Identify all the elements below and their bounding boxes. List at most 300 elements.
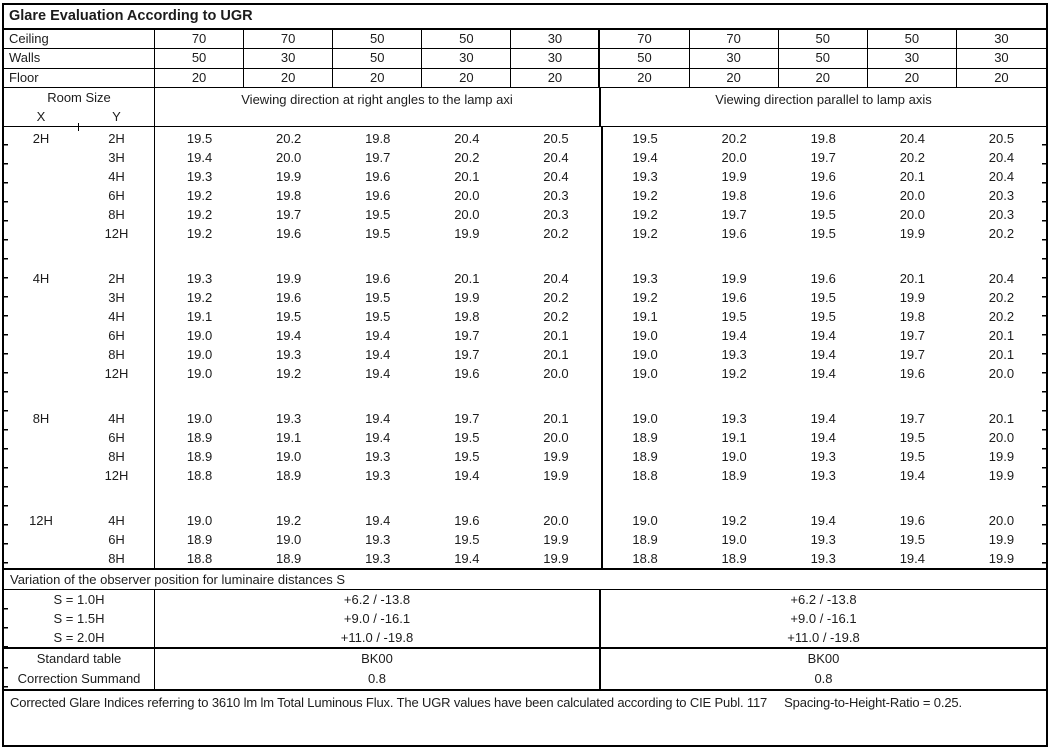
ugr-value: 20.3 [543,187,569,203]
variation-row-label: S = 1.0H [4,590,155,609]
room-y-value: 8H [108,448,125,464]
room-x-value [4,466,78,485]
ugr-value: 19.5 [632,130,658,146]
ugr-value: 19.0 [632,410,658,426]
ugr-value: 19.3 [632,168,658,184]
ugr-value: 19.2 [632,187,658,203]
ugr-value: 19.8 [454,308,480,324]
ugr-value: 20.4 [899,130,925,146]
surface-rows [4,30,1046,88]
surface-value: 70 [244,30,333,48]
ugr-value: 19.6 [365,187,391,203]
summary-row [4,649,1046,669]
room-y-value: 8H [108,206,125,222]
ugr-value: 19.9 [543,550,569,566]
ugr-value: 19.2 [632,225,658,241]
ugr-value: 19.7 [365,149,391,165]
ugr-value: 20.0 [721,149,747,165]
ugr-value: 19.5 [810,308,836,324]
ugr-value: 19.8 [899,308,925,324]
room-x-value [4,428,78,447]
ugr-value: 19.5 [186,130,213,146]
ugr-value: 19.1 [632,308,658,324]
ugr-value: 19.4 [721,327,747,343]
ugr-value: 20.1 [988,346,1015,362]
ugr-value: 18.9 [721,550,747,566]
ugr-value: 19.9 [454,225,480,241]
ugr-value: 20.0 [454,206,480,222]
ugr-value: 19.9 [543,448,569,464]
xy-labels [4,108,154,125]
ugr-value: 19.5 [365,225,391,241]
surface-value: 50 [333,30,422,48]
room-size-divider-line [154,127,156,568]
ugr-value: 19.4 [365,512,391,528]
ugr-value: 19.6 [899,512,925,528]
ugr-row [4,205,1046,224]
summary-row-right-value: 0.8 [814,671,833,687]
row-ticks-left [4,144,8,568]
ugr-value: 19.2 [721,512,747,528]
ugr-value: 19.0 [632,365,658,381]
room-x-value [4,167,78,186]
variation-row-right-value: +11.0 / -19.8 [787,630,860,646]
ugr-value: 19.4 [810,365,836,381]
surface-row [4,30,1046,49]
surface-value: 50 [422,30,511,48]
ugr-value: 19.3 [365,550,391,566]
ugr-value: 18.8 [186,467,213,483]
ugr-value: 19.4 [810,410,836,426]
ugr-value: 19.7 [275,206,302,222]
ugr-value: 19.9 [454,289,480,305]
ugr-value: 20.2 [899,149,925,165]
room-y-value: 2H [108,270,125,286]
ugr-value: 19.4 [899,467,925,483]
ugr-value: 20.4 [543,168,569,184]
ugr-value: 20.1 [899,168,925,184]
ugr-row [4,269,1046,288]
ugr-value: 19.6 [810,270,836,286]
ugr-value: 19.4 [454,550,480,566]
surface-value: 30 [690,49,779,67]
variation-row-label: S = 1.5H [4,609,155,628]
surface-label: Walls [4,49,155,67]
ugr-value: 20.2 [275,130,302,146]
summary-rows [4,649,1046,691]
ugr-value: 19.3 [721,410,747,426]
room-y-value: 4H [108,308,125,324]
room-y-value: 4H [108,410,125,426]
room-y-value: 4H [108,512,125,528]
ugr-value: 20.0 [543,512,569,528]
ugr-values-area [4,127,1046,568]
ugr-value: 19.8 [365,130,391,146]
ugr-value: 19.2 [186,187,213,203]
ugr-value: 19.4 [365,327,391,343]
ugr-value: 19.2 [721,365,747,381]
ugr-value: 19.7 [454,346,480,362]
ugr-value: 18.9 [632,429,658,445]
variation-row-right-value: +9.0 / -16.1 [790,611,857,627]
variation-row [4,609,1046,628]
ugr-value: 19.0 [632,327,658,343]
ugr-row [4,447,1046,466]
variation-row-left-value: +11.0 / -19.8 [155,628,601,647]
ugr-value: 20.0 [543,429,569,445]
ugr-value: 19.4 [454,467,480,483]
ugr-value: 19.3 [186,168,213,184]
ugr-value: 19.5 [810,206,836,222]
summary-row-label: Correction Summand [4,669,155,689]
ugr-value: 19.8 [721,187,747,203]
room-size-header [4,88,155,126]
room-x-value [4,205,78,224]
surface-value: 20 [333,69,422,87]
ugr-value: 20.1 [454,270,480,286]
ugr-row [4,345,1046,364]
table-title: Glare Evaluation According to UGR [4,5,1046,30]
ugr-row [4,307,1046,326]
ugr-value: 19.5 [721,308,747,324]
ugr-value: 19.8 [810,130,836,146]
ugr-value: 20.0 [988,512,1015,528]
ugr-value: 19.2 [275,512,302,528]
ugr-value: 19.9 [988,550,1015,566]
ugr-value: 19.9 [988,467,1015,483]
ugr-value: 18.9 [721,467,747,483]
ugr-value: 19.6 [721,289,747,305]
surface-value: 20 [600,69,689,87]
ugr-value: 19.4 [365,429,391,445]
ugr-value: 19.5 [275,308,302,324]
surface-value: 20 [511,69,600,87]
ugr-value: 19.4 [810,429,836,445]
surface-value: 70 [155,30,244,48]
room-x-value [4,530,78,549]
column-header-band [4,88,1046,127]
room-x-value [4,326,78,345]
ugr-value: 19.9 [721,168,747,184]
ugr-value: 18.8 [632,467,658,483]
ugr-value: 19.7 [899,346,925,362]
ugr-row [4,186,1046,205]
room-y-value: 6H [108,429,125,445]
ugr-row [4,224,1046,243]
room-x-value: 12H [29,512,53,528]
ugr-value: 19.5 [454,448,480,464]
ugr-value: 20.4 [988,168,1015,184]
ugr-value: 20.2 [988,289,1015,305]
surface-value: 20 [868,69,957,87]
ugr-value: 19.7 [899,410,925,426]
ugr-value: 19.4 [186,149,213,165]
ugr-value: 19.3 [365,467,391,483]
ugr-row [4,288,1046,307]
room-y-value: 4H [108,168,125,184]
ugr-value: 19.9 [899,289,925,305]
ugr-value: 19.2 [632,289,658,305]
ugr-value: 19.9 [988,531,1015,547]
footer-text: Corrected Glare Indices referring to 3610 lm lm Total Luminous Flux. The UGR values have been calculated according to CIE Publ. 117 [10,695,768,711]
ugr-value: 20.1 [543,327,569,343]
room-size-label: Room Size [47,89,111,105]
ugr-value: 19.3 [365,448,391,464]
ugr-value: 19.3 [810,531,836,547]
summary-row-left-value: BK00 [155,649,601,669]
surface-label: Ceiling [4,30,155,48]
room-x-value [4,186,78,205]
ugr-value: 19.2 [186,225,213,241]
room-y-value: 8H [108,346,125,362]
ugr-row [4,466,1046,485]
ugr-value: 20.2 [988,308,1015,324]
ugr-value: 20.4 [454,130,480,146]
ugr-row [4,549,1046,568]
ugr-value: 20.4 [543,149,569,165]
surface-value: 50 [779,49,868,67]
ugr-value: 19.1 [186,308,213,324]
ugr-value: 19.3 [275,410,302,426]
surface-value: 30 [994,50,1009,66]
ugr-value: 19.0 [632,512,658,528]
ugr-row [4,409,1046,428]
ugr-value: 19.5 [365,206,391,222]
surface-value: 20 [779,69,868,87]
ugr-value: 20.2 [454,149,480,165]
ugr-value: 19.3 [810,467,836,483]
room-y-value: 6H [108,187,125,203]
ugr-value: 20.2 [543,289,569,305]
surface-row [4,49,1046,68]
ugr-value: 19.4 [810,346,836,362]
ugr-value: 19.5 [454,429,480,445]
ugr-value: 19.9 [899,225,925,241]
ugr-row [4,364,1046,383]
footer-note [4,691,1046,745]
y-axis-label: Y [112,108,121,124]
ugr-value: 19.2 [186,289,213,305]
ugr-value: 18.9 [186,448,213,464]
variation-row [4,590,1046,609]
ugr-value: 18.9 [275,550,302,566]
ugr-value: 19.6 [365,168,391,184]
summary-row [4,669,1046,689]
room-x-value [4,288,78,307]
ugr-value: 19.2 [186,206,213,222]
room-y-value: 3H [108,289,125,305]
ugr-value: 20.4 [543,270,569,286]
ugr-value: 19.5 [899,531,925,547]
ugr-value: 18.9 [186,531,213,547]
surface-value: 30 [422,49,511,67]
ugr-value: 19.9 [543,467,569,483]
ugr-row [4,326,1046,345]
ugr-value: 20.0 [454,187,480,203]
ugr-value: 19.4 [275,327,302,343]
surface-value: 30 [511,49,600,67]
ugr-value: 18.8 [632,550,658,566]
ugr-row [4,167,1046,186]
ugr-value: 19.9 [721,270,747,286]
ugr-value: 18.9 [632,448,658,464]
room-y-value: 6H [108,531,125,547]
surface-value: 20 [690,69,779,87]
ugr-value: 19.3 [632,270,658,286]
room-x-value [4,447,78,466]
ugr-value: 20.3 [988,206,1015,222]
spacing-to-height-ratio: Spacing-to-Height-Ratio = 0.25. [784,695,962,711]
ugr-value: 19.8 [275,187,302,203]
ugr-value: 20.1 [543,346,569,362]
ugr-value: 20.2 [543,308,569,324]
surface-value: 70 [690,30,779,48]
ugr-value: 20.2 [988,225,1015,241]
ugr-value: 19.3 [810,550,836,566]
ugr-value: 20.1 [988,410,1015,426]
ugr-value: 19.6 [275,289,302,305]
row-ticks-left [4,608,8,647]
ugr-value: 19.6 [899,365,925,381]
surface-value: 20 [422,69,511,87]
ugr-value: 20.0 [899,187,925,203]
ugr-value: 19.5 [365,308,391,324]
ugr-value: 19.7 [721,206,747,222]
ugr-value: 19.9 [988,448,1015,464]
ugr-value: 19.3 [186,270,213,286]
ugr-value: 20.0 [899,206,925,222]
room-x-value [4,148,78,167]
ugr-value: 19.3 [721,346,747,362]
ugr-value: 19.7 [454,327,480,343]
ugr-value: 19.4 [810,512,836,528]
variation-row-left-value: +6.2 / -13.8 [155,590,601,609]
variation-row-right-value: +6.2 / -13.8 [790,592,857,608]
summary-row-right-value: BK00 [807,651,840,667]
ugr-value: 19.6 [810,187,836,203]
ugr-value: 19.7 [899,327,925,343]
variation-row-left-value: +9.0 / -16.1 [155,609,601,628]
room-x-value [4,307,78,326]
summary-row-label: Standard table [4,649,155,669]
ugr-value: 19.4 [365,365,391,381]
ugr-row [4,511,1046,530]
ugr-value: 19.6 [365,270,391,286]
ugr-value: 19.3 [365,531,391,547]
room-x-value: 4H [32,270,50,286]
half-table-divider-line [601,127,604,568]
ugr-value: 19.0 [721,448,747,464]
ugr-block [4,129,1046,243]
ugr-value: 19.6 [275,225,302,241]
ugr-value: 20.1 [454,168,480,184]
ugr-value: 19.0 [632,346,658,362]
surface-label: Floor [4,69,155,87]
variation-row [4,628,1046,647]
room-x-value [4,224,78,243]
ugr-value: 19.4 [365,410,391,426]
row-ticks-left [4,667,8,689]
ugr-value: 19.5 [899,429,925,445]
viewing-parallel-header: Viewing direction parallel to lamp axis [715,91,932,107]
ugr-value: 20.1 [899,270,925,286]
row-ticks-right [1042,144,1046,568]
surface-value: 30 [244,49,333,67]
surface-value: 20 [244,69,333,87]
room-y-value: 12H [104,225,129,241]
ugr-value: 19.9 [275,168,302,184]
ugr-value: 19.6 [721,225,747,241]
surface-value: 50 [333,49,422,67]
ugr-value: 19.0 [186,346,213,362]
ugr-value: 19.0 [186,327,213,343]
room-x-value [4,364,78,383]
ugr-value: 19.2 [632,206,658,222]
surface-value: 70 [600,30,689,48]
ugr-value: 19.5 [810,289,836,305]
ugr-block [4,409,1046,485]
ugr-value: 19.1 [721,429,747,445]
ugr-value: 18.8 [186,550,213,566]
ugr-value: 19.4 [632,149,658,165]
ugr-value: 18.9 [275,467,302,483]
ugr-value: 19.0 [275,531,302,547]
room-y-value: 3H [108,149,125,165]
ugr-value: 19.6 [454,365,480,381]
ugr-value: 19.3 [810,448,836,464]
surface-value: 20 [994,69,1009,85]
surface-value: 30 [511,30,600,48]
ugr-value: 19.3 [275,346,302,362]
variation-row-label: S = 2.0H [4,628,155,647]
surface-value: 50 [868,30,957,48]
ugr-value: 19.5 [454,531,480,547]
room-y-value: 12H [104,365,129,381]
surface-value: 50 [600,49,689,67]
room-x-value: 8H [32,410,50,426]
surface-value: 20 [155,69,244,87]
room-y-value: 8H [108,550,125,566]
ugr-value: 19.9 [275,270,302,286]
ugr-value: 19.6 [810,168,836,184]
variation-heading: Variation of the observer position for luminaire distances S [4,568,1046,591]
ugr-value: 19.0 [721,531,747,547]
room-y-value: 6H [108,327,125,343]
ugr-row [4,148,1046,167]
surface-value: 30 [868,49,957,67]
ugr-value: 19.6 [454,512,480,528]
surface-value: 30 [994,31,1009,46]
ugr-value: 20.5 [988,130,1015,146]
ugr-value: 19.0 [186,512,213,528]
ugr-value: 19.2 [275,365,302,381]
ugr-value: 20.5 [543,130,569,146]
ugr-value: 19.0 [186,365,213,381]
ugr-value: 20.0 [543,365,569,381]
ugr-value: 19.4 [899,550,925,566]
surface-value: 50 [155,49,244,67]
ugr-value: 18.9 [632,531,658,547]
ugr-value: 19.0 [186,410,213,426]
surface-row [4,69,1046,88]
viewing-right-angles-header: Viewing direction at right angles to the lamp axi [155,88,601,126]
ugr-value: 19.5 [899,448,925,464]
ugr-value: 19.5 [810,225,836,241]
ugr-value: 20.2 [721,130,747,146]
ugr-value: 18.9 [186,429,213,445]
ugr-value: 20.0 [275,149,302,165]
summary-row-left-value: 0.8 [155,669,601,689]
